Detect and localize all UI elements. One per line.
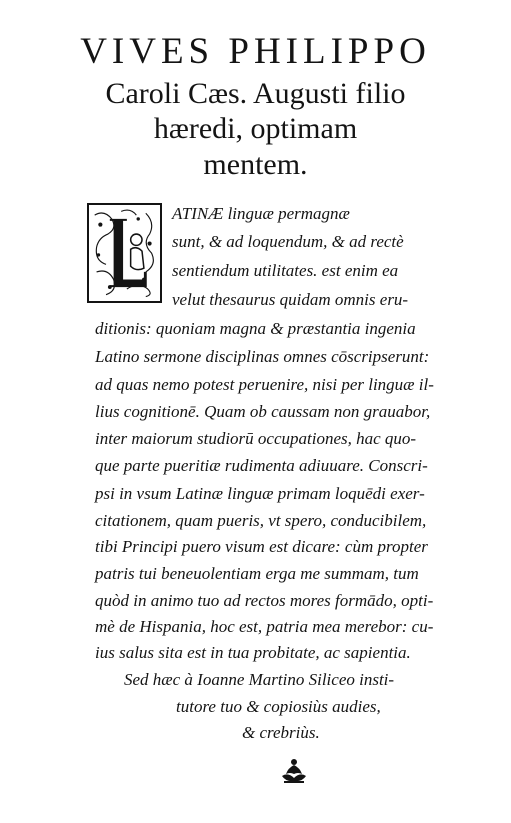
text-line: quòd in animo tuo ad rectos mores formādo, opti- <box>95 591 434 610</box>
text-line: que parte pueritiæ rudimenta adiuuare. Conscri- <box>95 456 428 475</box>
text-line: patris tui beneuolentiam erga me summam, tum <box>95 564 419 583</box>
text-line: velut thesaurus quidam omnis eru- <box>172 290 409 309</box>
heading-line-4: mentem. <box>203 148 308 181</box>
text-line: Sed hæc à Ioanne Martino Siliceo insti- <box>124 670 395 689</box>
text-line: citationem, quam pueris, vt spero, conducibilem, <box>95 511 427 530</box>
text-line: tutore tuo & copiosiùs audies, <box>176 697 381 716</box>
text-line: sentiendum utilitates. est enim ea <box>172 261 399 280</box>
text-line: sunt, & ad loquendum, & ad rectè <box>172 232 404 251</box>
text-line: ditionis: quoniam magna & præstantia ingenia <box>95 319 416 338</box>
text-line: Latino sermone disciplinas omnes cōscripserunt: <box>95 347 430 366</box>
heading-line-3: hæredi, optimam <box>153 112 358 145</box>
decorated-initial-l <box>87 203 162 303</box>
decorated-initial-l-icon <box>89 205 160 301</box>
text-line: psi in vsum Latinæ linguæ primam loquēdi exer- <box>95 484 425 503</box>
text-line: tibi Principi puero visum est dicare: cùm propter <box>95 537 428 556</box>
heading-line-1: VIVES PHILIPPO <box>80 31 431 72</box>
fleuron-ornament <box>278 758 310 784</box>
text-line: mè de Hispania, hoc est, patria mea merebor: cu- <box>95 617 434 636</box>
heading-line-2: Caroli Cæs. Augusti filio <box>105 77 406 110</box>
text-line: inter maiorum studiorū occupationes, hac quo- <box>95 429 417 448</box>
text-line: ATINÆ linguæ permagnæ <box>172 204 350 223</box>
fleuron-icon <box>278 758 310 784</box>
text-line: & crebriùs. <box>242 723 320 742</box>
text-line: lius cognitionē. Quam ob caussam non grauabor, <box>95 402 431 421</box>
text-line: ius salus sita est in tua probitate, ac sapientia. <box>95 643 411 662</box>
text-line: ad quas nemo potest peruenire, nisi per linguæ il- <box>95 375 434 394</box>
